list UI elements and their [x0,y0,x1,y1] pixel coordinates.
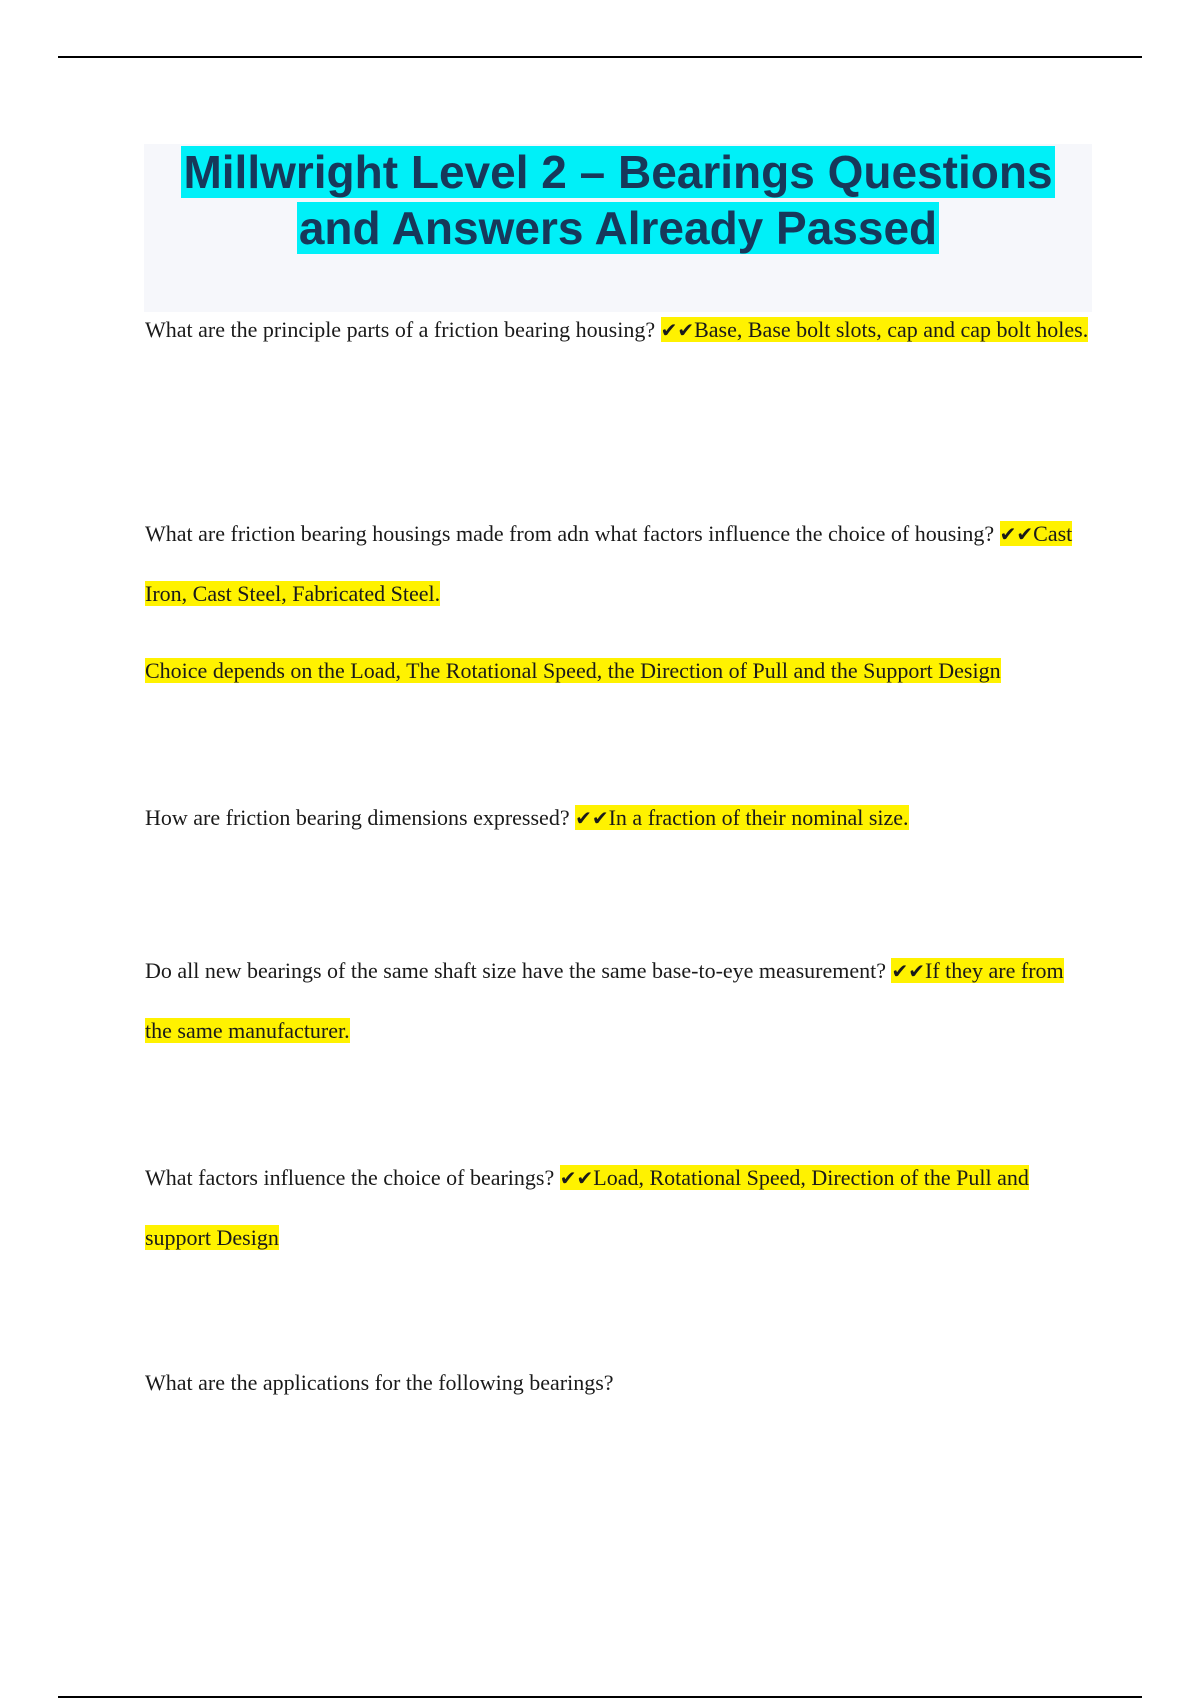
qa-item-4 [145,941,1095,1061]
question-text: What factors influence the choice of bearings? [145,1165,560,1190]
check-icon: ✔✔ [999,522,1034,546]
question-text: What are friction bearing housings made from adn what factors influence the choice of housing? [145,521,1000,546]
answer-highlight [661,317,1089,342]
check-icon: ✔✔ [891,959,925,983]
qa-item-6 [145,1353,1095,1413]
question-text: What are the applications for the following bearings? [145,1370,614,1395]
answer-text: Base, Base bolt slots, cap and cap bolt holes. [694,317,1089,342]
qa-item-2-extra [145,641,1095,701]
question-text: Do all new bearings of the same shaft size have the same base-to-eye measurement? [145,958,892,983]
check-icon: ✔✔ [660,318,695,342]
answer-text: In a fraction of their nominal size. [608,805,909,830]
qa-item-3 [145,788,1095,848]
check-icon: ✔✔ [575,806,609,830]
question-text: How are friction bearing dimensions expressed? [145,805,576,830]
qa-item-5 [145,1148,1095,1268]
question-text: What are the principle parts of a friction bearing housing? [145,317,661,342]
page-title [144,144,1092,256]
bottom-rule [58,1696,1142,1698]
page-title-text: Millwright Level 2 – Bearings Questions and Answers Already Passed [183,146,1053,254]
qa-item-1 [145,300,1095,360]
answer-text: If they are from the same manufacturer. [145,958,1064,1043]
answer-text: Choice depends on the Load, The Rotational Speed, the Direction of Pull and the Support Design [145,658,1001,683]
title-block [144,144,1092,312]
top-rule [58,56,1142,58]
answer-text: Cast Iron, Cast Steel, Fabricated Steel. [145,521,1073,606]
answer-highlight [575,805,908,830]
answer-text: Load, Rotational Speed, Direction of the Pull and support Design [145,1165,1029,1250]
qa-item-2 [145,504,1095,624]
check-icon: ✔✔ [559,1166,594,1190]
